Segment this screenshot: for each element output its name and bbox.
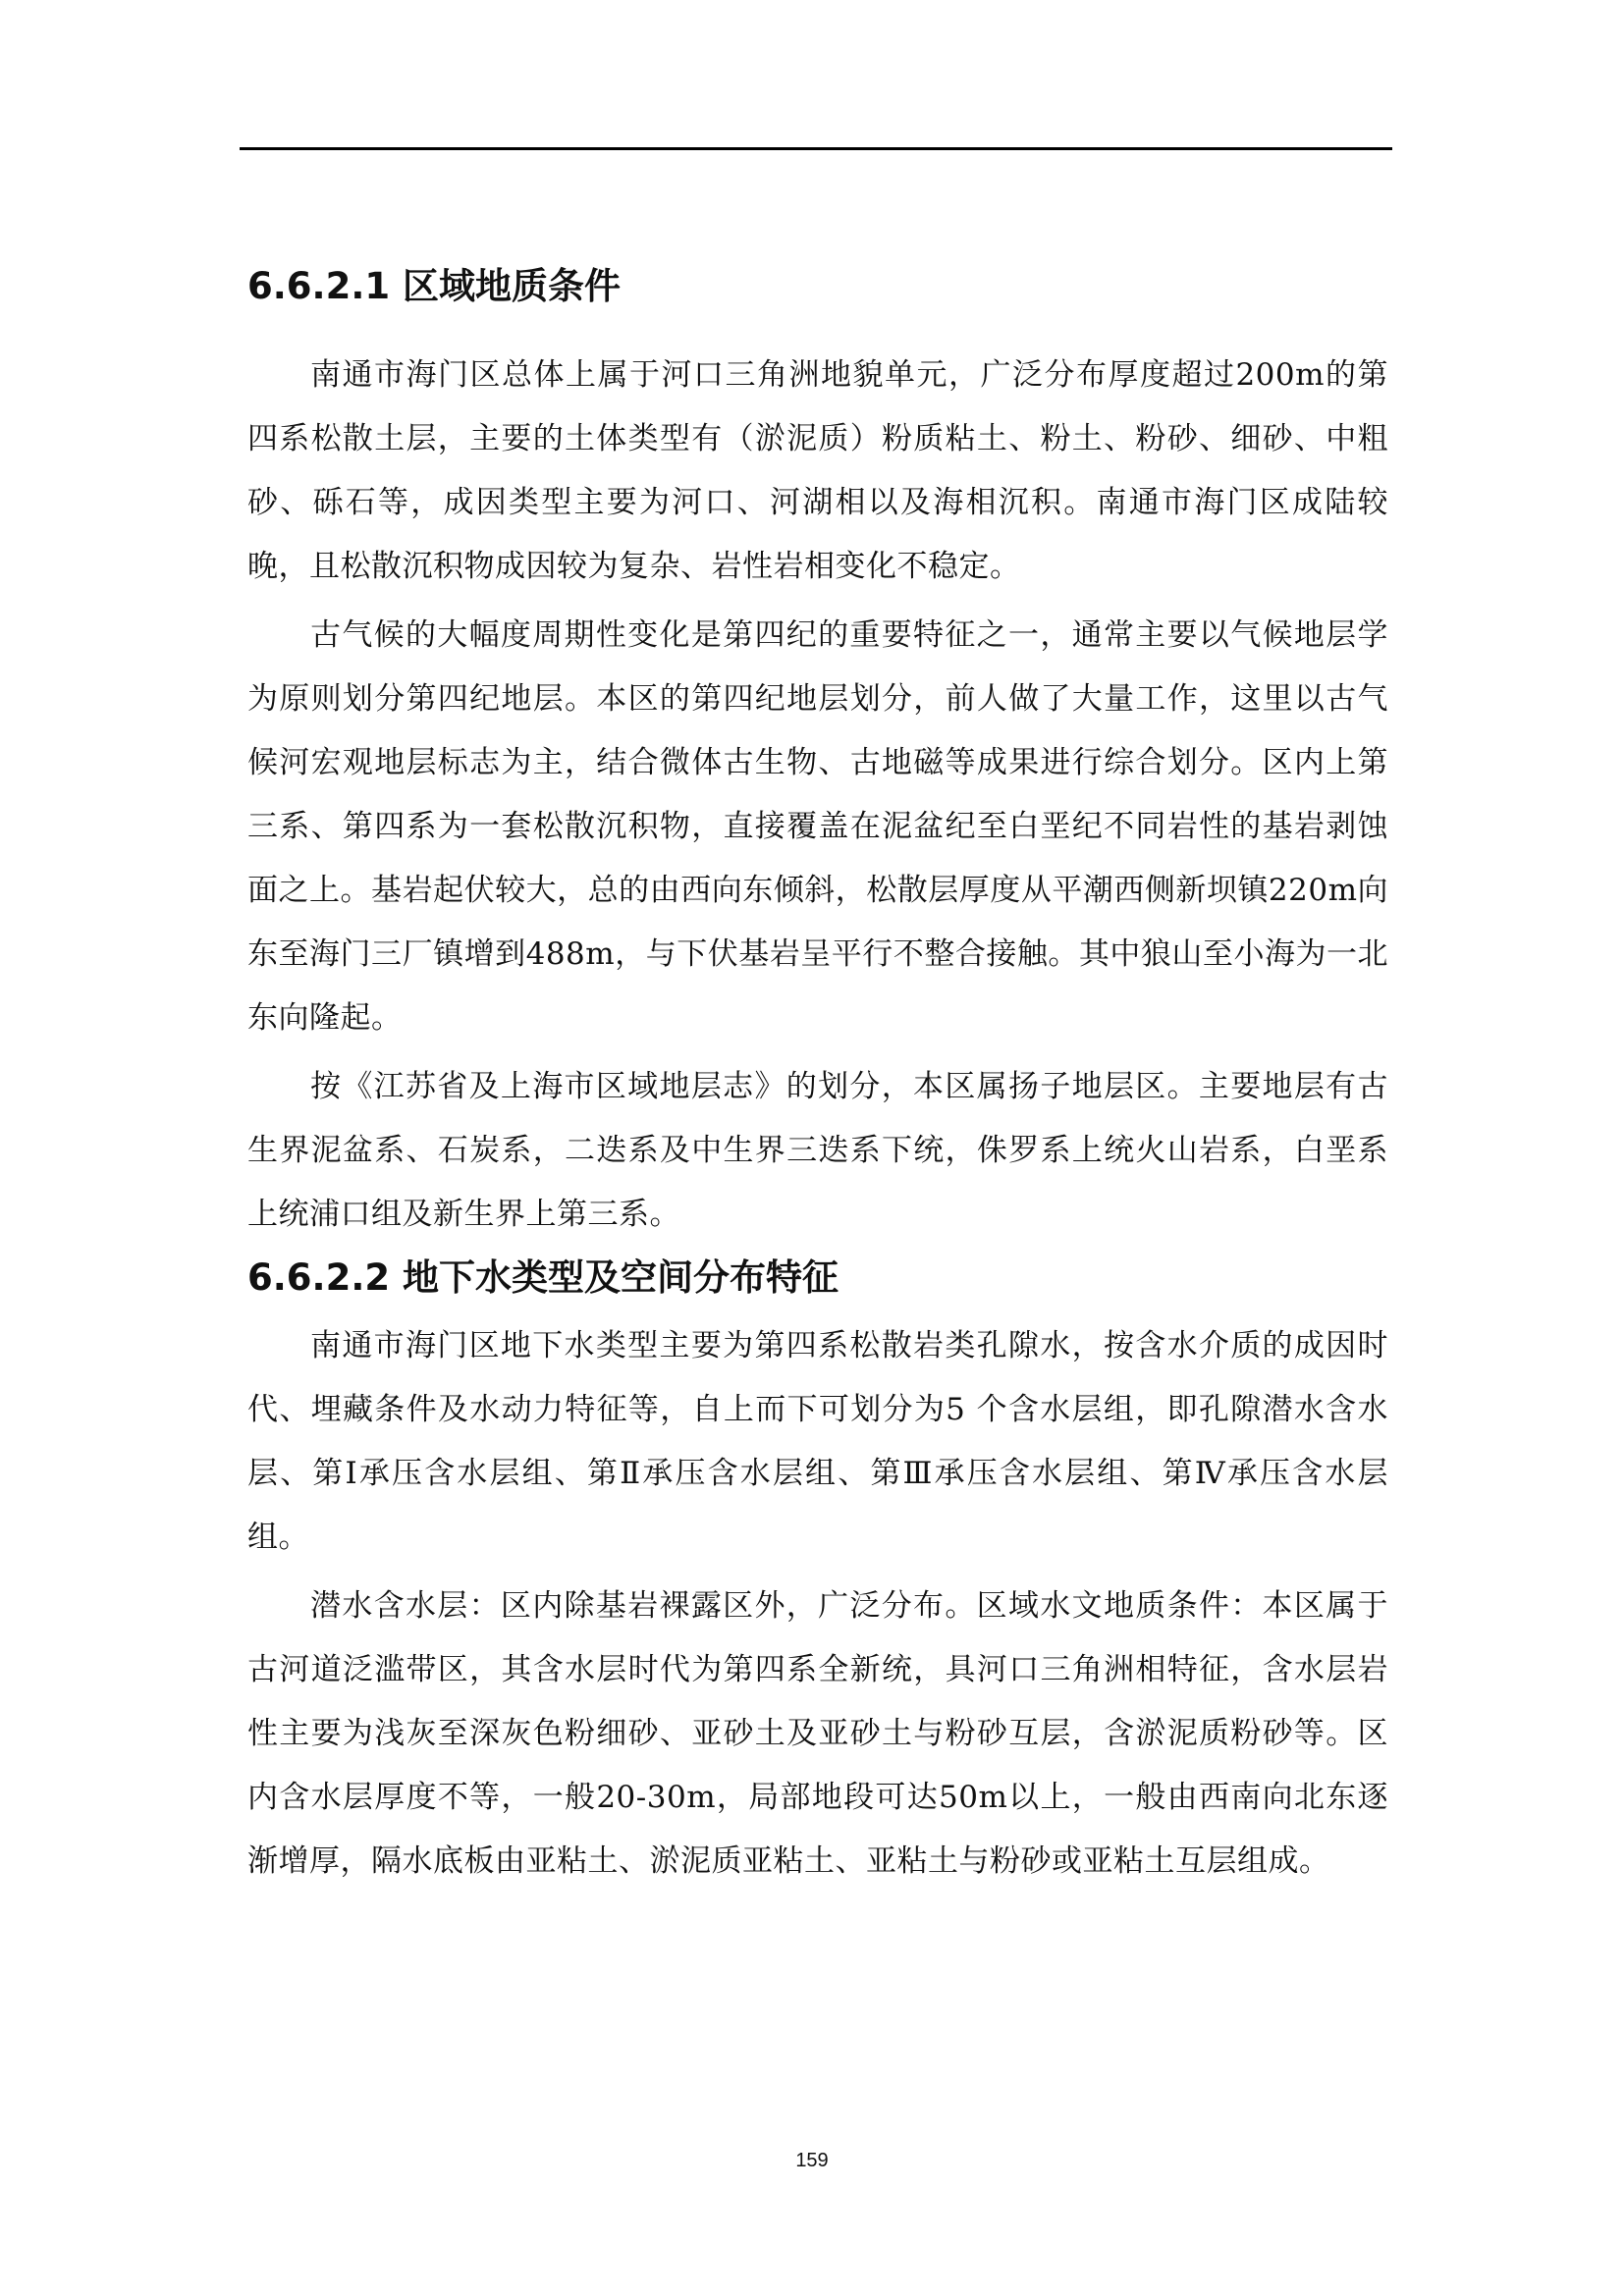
document-body	[247, 265, 1388, 1894]
section-heading-groundwater-types: 6.6.2.2 地下水类型及空间分布特征	[247, 1256, 839, 1300]
paragraph: 潜水含水层：区内除基岩裸露区外，广泛分布。区域水文地质条件：本区属于古河道泛滥带区，其含水层时代为第四系全新统，具河口三角洲相特征，含水层岩性主要为浅灰至深灰色粉细砂、亚砂土及亚砂土与粉砂互层，含淤泥质粉砂等。区内含水层厚度不等，一般20-30m，局部地段可达50m以上，一般由西南向北东逐渐增厚，隔水底板由亚粘土、淤泥质亚粘土、亚粘土与粉砂或亚粘土互层组成。	[247, 1587, 1388, 1879]
paragraph: 南通市海门区总体上属于河口三角洲地貌单元，广泛分布厚度超过200m的第四系松散土层，主要的土体类型有（淤泥质）粉质粘土、粉土、粉砂、细砂、中粗砂、砾石等，成因类型主要为河口、河湖相以及海相沉积。南通市海门区成陆较晚，且松散沉积物成因较为复杂、岩性岩相变化不稳定。	[247, 357, 1388, 585]
section-heading-regional-geology: 6.6.2.1 区域地质条件	[247, 265, 622, 307]
paragraph: 古气候的大幅度周期性变化是第四纪的重要特征之一，通常主要以气候地层学为原则划分第四纪地层。本区的第四纪地层划分，前人做了大量工作，这里以古气候河宏观地层标志为主，结合微体古生物、古地磁等成果进行综合划分。区内上第三系、第四系为一套松散沉积物，直接覆盖在泥盆纪至白垩纪不同岩性的基岩剥蚀面之上。基岩起伏较大，总的由西向东倾斜，松散层厚度从平潮西侧新坝镇220m向东至海门三厂镇增到488m，与下伏基岩呈平行不整合接触。其中狼山至小海为一北东向隆起。	[247, 617, 1388, 1037]
paragraph: 南通市海门区地下水类型主要为第四系松散岩类孔隙水，按含水介质的成因时代、埋藏条件及水动力特征等，自上而下可划分为5 个含水层组，即孔隙潜水含水层、第Ⅰ承压含水层组、第Ⅱ承压含水层组、第Ⅲ承压含水层组、第Ⅳ承压含水层组。	[247, 1327, 1388, 1555]
page-number: 159	[795, 2150, 829, 2171]
header-rule	[240, 147, 1392, 150]
paragraph: 按《江苏省及上海市区域地层志》的划分，本区属扬子地层区。主要地层有古生界泥盆系、石炭系，二迭系及中生界三迭系下统，侏罗系上统火山岩系，白垩系上统浦口组及新生界上第三系。	[247, 1069, 1388, 1233]
